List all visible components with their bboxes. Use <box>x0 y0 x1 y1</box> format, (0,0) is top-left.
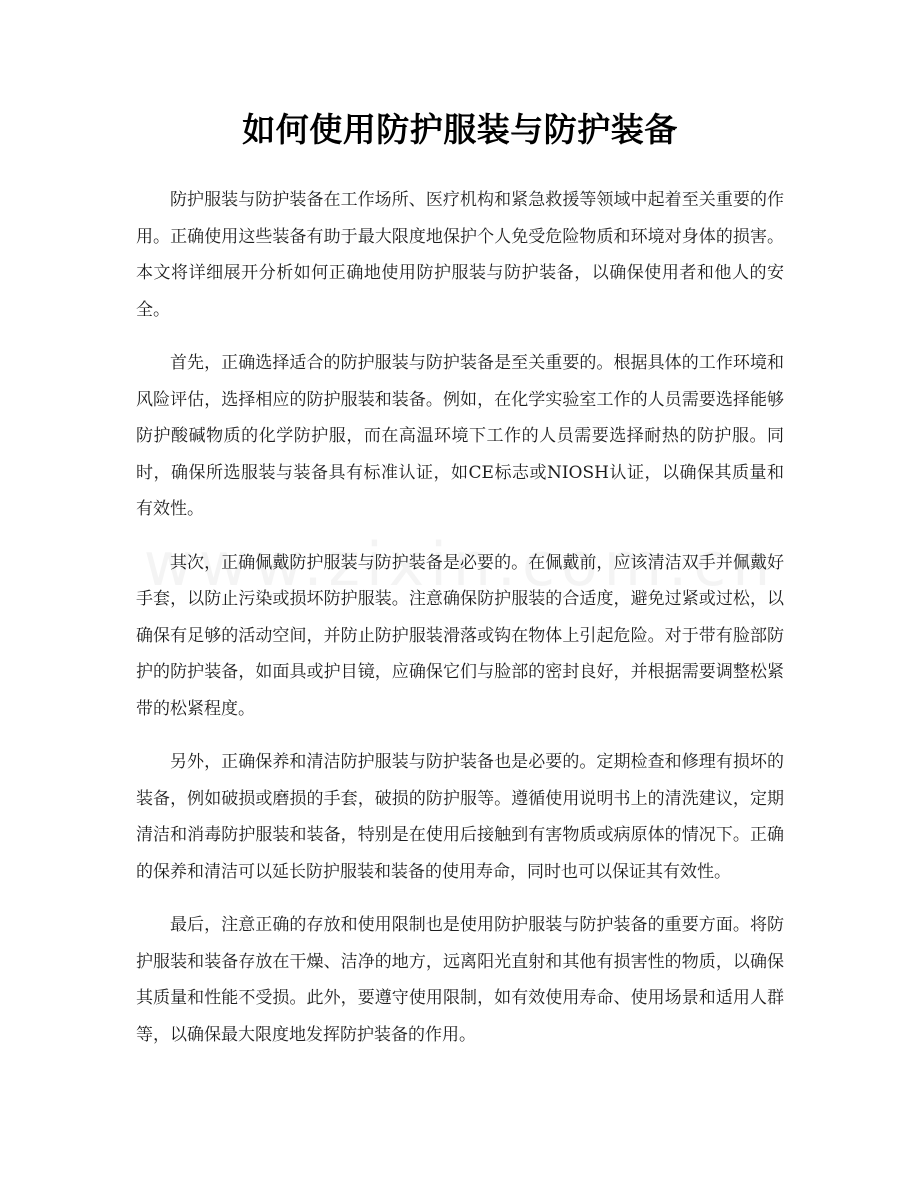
paragraph-storage: 最后，注意正确的存放和使用限制也是使用防护服装与防护装备的重要方面。将防护服装和装备存放在干燥、洁净的地方，远离阳光直射和其他有损害性的物质，以确保其质量和性能不受损。此外，要遵守使用限制，如有效使用寿命、使用场景和适用人群等，以确保最大限度地发挥防护装备的作用。 <box>136 915 784 1045</box>
paragraph-intro: 防护服装与防护装备在工作场所、医疗机构和紧急救援等领域中起着至关重要的作用。正确使用这些装备有助于最大限度地保护个人免受危险物质和环境对身体的损害。本文将详细展开分析如何正确地使用防护服装与防护装备，以确保使用者和他人的安全。 <box>136 190 784 320</box>
paragraph-wearing: 其次，正确佩戴防护服装与防护装备是必要的。在佩戴前，应该清洁双手并佩戴好手套，以防止污染或损坏防护服装。注意确保防护服装的合适度，避免过紧或过松，以确保有足够的活动空间，并防止防护服装滑落或钩在物体上引起危险。对于带有脸部防护的防护装备，如面具或护目镜，应确保它们与脸部的密封良好，并根据需要调整松紧带的松紧程度。 <box>136 552 784 719</box>
paragraph-maintenance: 另外，正确保养和清洁防护服装与防护装备也是必要的。定期检查和修理有损坏的装备，例如破损或磨损的手套，破损的防护服等。遵循使用说明书上的清洗建议，定期清洁和消毒防护服装和装备，特别是在使用后接触到有害物质或病原体的情况下。正确的保养和清洁可以延长防护服装和装备的使用寿命，同时也可以保证其有效性。 <box>136 752 784 882</box>
document-title: 如何使用防护服装与防护装备 <box>242 110 678 149</box>
paragraph-selection: 首先，正确选择适合的防护服装与防护装备是至关重要的。根据具体的工作环境和风险评估，选择相应的防护服装和装备。例如，在化学实验室工作的人员需要选择能够防护酸碱物质的化学防护服，而在高温环境下工作的人员需要选择耐热的防护服。同时，确保所选服装与装备具有标准认证，如CE标志或NIOSH认证，以确保其质量和有效性。 <box>136 353 784 519</box>
document-body <box>136 182 784 1070</box>
